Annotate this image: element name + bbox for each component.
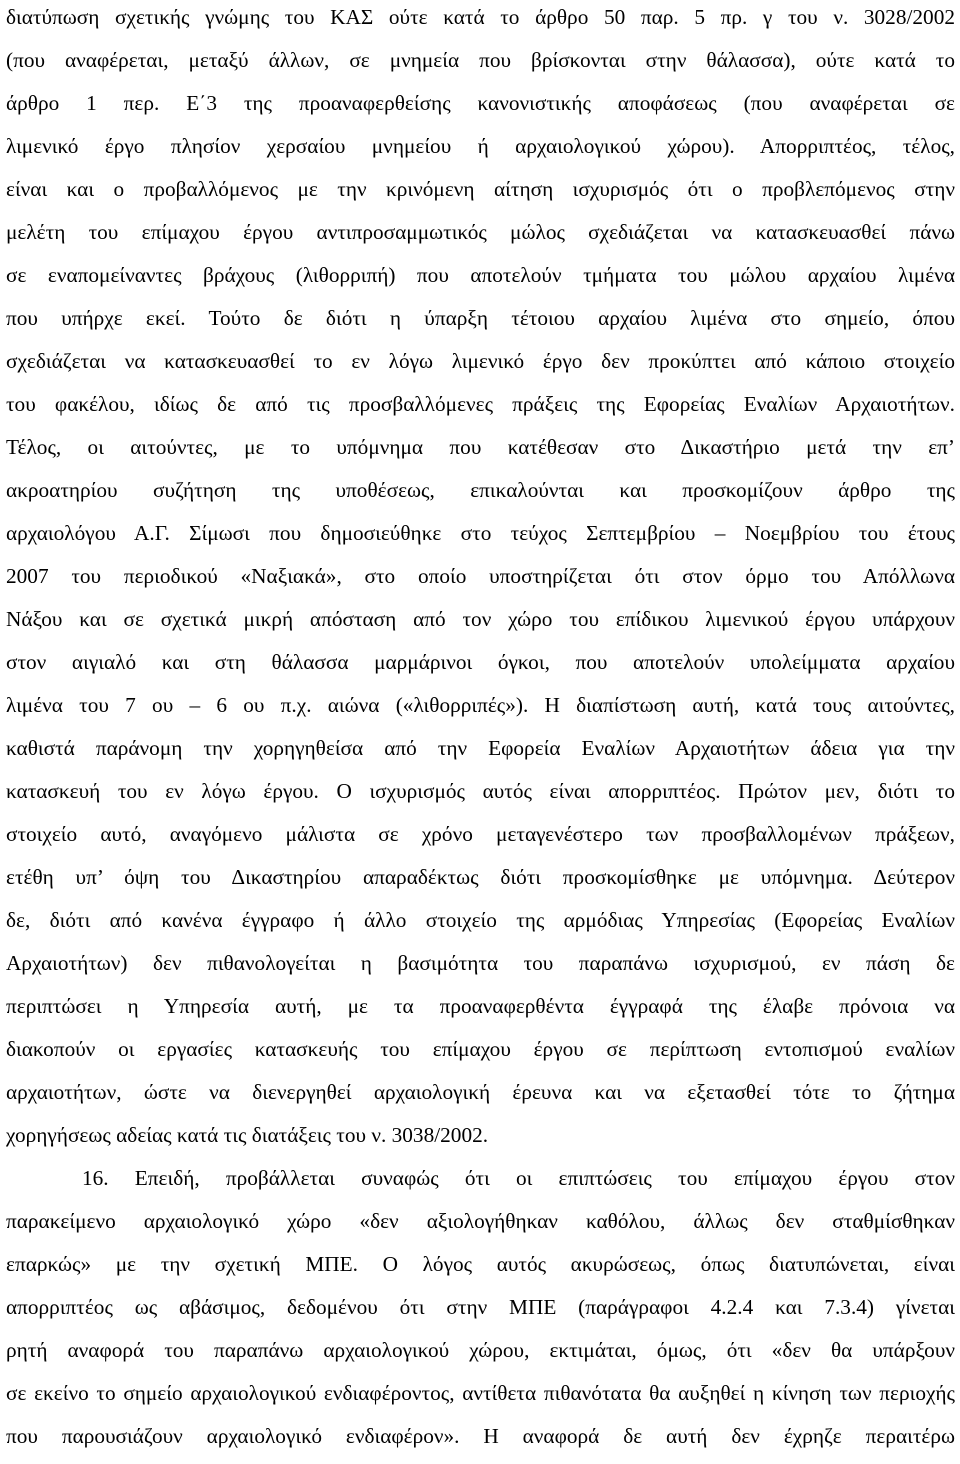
text-line: διακοπούν οι εργασίες κατασκευής του επίμαχου έργου σε περίπτωση εντοπισμού εναλίων bbox=[6, 1037, 955, 1061]
text-line: σε εναπομείναντες βράχους (λιθορριπή) που αποτελούν τμήματα του μώλου αρχαίου λιμένα bbox=[6, 263, 955, 287]
text-line: σε εκείνο το σημείο αρχαιολογικού ενδιαφέροντος, αντίθετα πιθανότατα θα αυξηθεί η κίνηση των περιοχής bbox=[6, 1381, 955, 1405]
text-line: άρθρο 1 περ. Ε΄3 της προαναφερθείσης κανονιστικής αποφάσεως (που αναφέρεται σε bbox=[6, 91, 955, 115]
text-line: ακροατηρίου συζήτηση της υποθέσεως, επικαλούνται και προσκομίζουν άρθρο της bbox=[6, 478, 955, 502]
text-line: του φακέλου, ιδίως δε από τις προσβαλλόμενες πράξεις της Εφορείας Εναλίων Αρχαιοτήτων. bbox=[6, 392, 955, 416]
text-line: μελέτη του επίμαχου έργου αντιπροσαμμωτικός μώλος σχεδιάζεται να κατασκευασθεί πάνω bbox=[6, 220, 955, 244]
text-line: στοιχείο αυτό, αναγόμενο μάλιστα σε χρόνο μεταγενέστερο των προσβαλλομένων πράξεων, bbox=[6, 822, 955, 846]
paragraph-16-first-line: 16. Επειδή, προβάλλεται συναφώς ότι οι επιπτώσεις του επίμαχου έργου στον bbox=[82, 1166, 955, 1190]
text-line: που υπήρχε εκεί. Τούτο δε διότι η ύπαρξη τέτοιου αρχαίου λιμένα στο σημείο, όπου bbox=[6, 306, 955, 330]
text-line: απορριπτέος ως αβάσιμος, δεδομένου ότι στην ΜΠΕ (παράγραφοι 4.2.4 και 7.3.4) γίνεται bbox=[6, 1295, 955, 1319]
text-line: αρχαιολόγου Α.Γ. Σίμωσι που δημοσιεύθηκε στο τεύχος Σεπτεμβρίου – Νοεμβρίου του έτους bbox=[6, 521, 955, 545]
text-line: Τέλος, οι αιτούντες, με το υπόμνημα που κατέθεσαν στο Δικαστήριο μετά την επ’ bbox=[6, 435, 955, 459]
text-line: κατασκευή του εν λόγω έργου. Ο ισχυρισμός αυτός είναι απορριπτέος. Πρώτον μεν, διότι το bbox=[6, 779, 955, 803]
text-line: δε, διότι από κανένα έγγραφο ή άλλο στοιχείο της αρμόδιας Υπηρεσίας (Εφορείας Εναλίων bbox=[6, 908, 955, 932]
text-line: περιπτώσει η Υπηρεσία αυτή, με τα προαναφερθέντα έγγραφά της έλαβε πρόνοια να bbox=[6, 994, 955, 1018]
text-line: λιμένα του 7 ου – 6 ου π.χ. αιώνα («λιθορριπές»). Η διαπίστωση αυτή, κατά τους αιτούντες, bbox=[6, 693, 955, 717]
text-line: στον αιγιαλό και στη θάλασσα μαρμάρινοι όγκοι, που αποτελούν υπολείμματα αρχαίου bbox=[6, 650, 955, 674]
text-line: χορηγήσεως αδείας κατά τις διατάξεις του ν. 3038/2002. bbox=[6, 1123, 489, 1147]
text-line: επαρκώς» με την σχετική ΜΠΕ. Ο λόγος αυτός ακυρώσεως, όπως διατυπώνεται, είναι bbox=[6, 1252, 955, 1276]
text-line: ετέθη υπ’ όψη του Δικαστηρίου απαραδέκτως διότι προσκομίσθηκε με υπόμνημα. Δεύτερον bbox=[6, 865, 955, 889]
text-line: Αρχαιοτήτων) δεν πιθανολογείται η βασιμότητα του παραπάνω ισχυρισμού, εν πάση δε bbox=[6, 951, 955, 975]
text-line: παρακείμενο αρχαιολογικό χώρο «δεν αξιολογήθηκαν καθόλου, άλλως δεν σταθμίσθηκαν bbox=[6, 1209, 955, 1233]
text-line: καθιστά παράνομη την χορηγηθείσα από την Εφορεία Εναλίων Αρχαιοτήτων άδεια για την bbox=[6, 736, 955, 760]
text-line: αρχαιοτήτων, ώστε να διενεργηθεί αρχαιολογική έρευνα και να εξετασθεί τότε το ζήτημα bbox=[6, 1080, 955, 1104]
text-line: ρητή αναφορά του παραπάνω αρχαιολογικού χώρου, εκτιμάται, όμως, ότι «δεν θα υπάρξουν bbox=[6, 1338, 955, 1362]
text-line: Νάξου και σε σχετικά μικρή απόσταση από τον χώρο του επίδικου λιμενικού έργου υπάρχουν bbox=[6, 607, 955, 631]
text-line: σχεδιάζεται να κατασκευασθεί το εν λόγω λιμενικό έργο δεν προκύπτει από κάποιο στοιχείο bbox=[6, 349, 955, 373]
text-line: λιμενικό έργο πλησίον χερσαίου μνημείου ή αρχαιολογικού χώρου). Απορριπτέος, τέλος, bbox=[6, 134, 955, 158]
text-line: (που αναφέρεται, μεταξύ άλλων, σε μνημεία που βρίσκονται στην θάλασσα), ούτε κατά το bbox=[6, 48, 955, 72]
text-line: που παρουσιάζουν αρχαιολογικό ενδιαφέρον». Η αναφορά δε αυτή δεν έχρηζε περαιτέρω bbox=[6, 1424, 955, 1448]
text-line: είναι και ο προβαλλόμενος με την κρινόμενη αίτηση ισχυρισμός ότι ο προβλεπόμενος στην bbox=[6, 177, 955, 201]
text-line: 2007 του περιοδικού «Ναξιακά», στο οποίο υποστηρίζεται ότι στον όρμο του Απόλλωνα bbox=[6, 564, 955, 588]
text-line: διατύπωση σχετικής γνώμης του ΚΑΣ ούτε κατά το άρθρο 50 παρ. 5 πρ. γ του ν. 3028/2002 bbox=[6, 5, 955, 29]
